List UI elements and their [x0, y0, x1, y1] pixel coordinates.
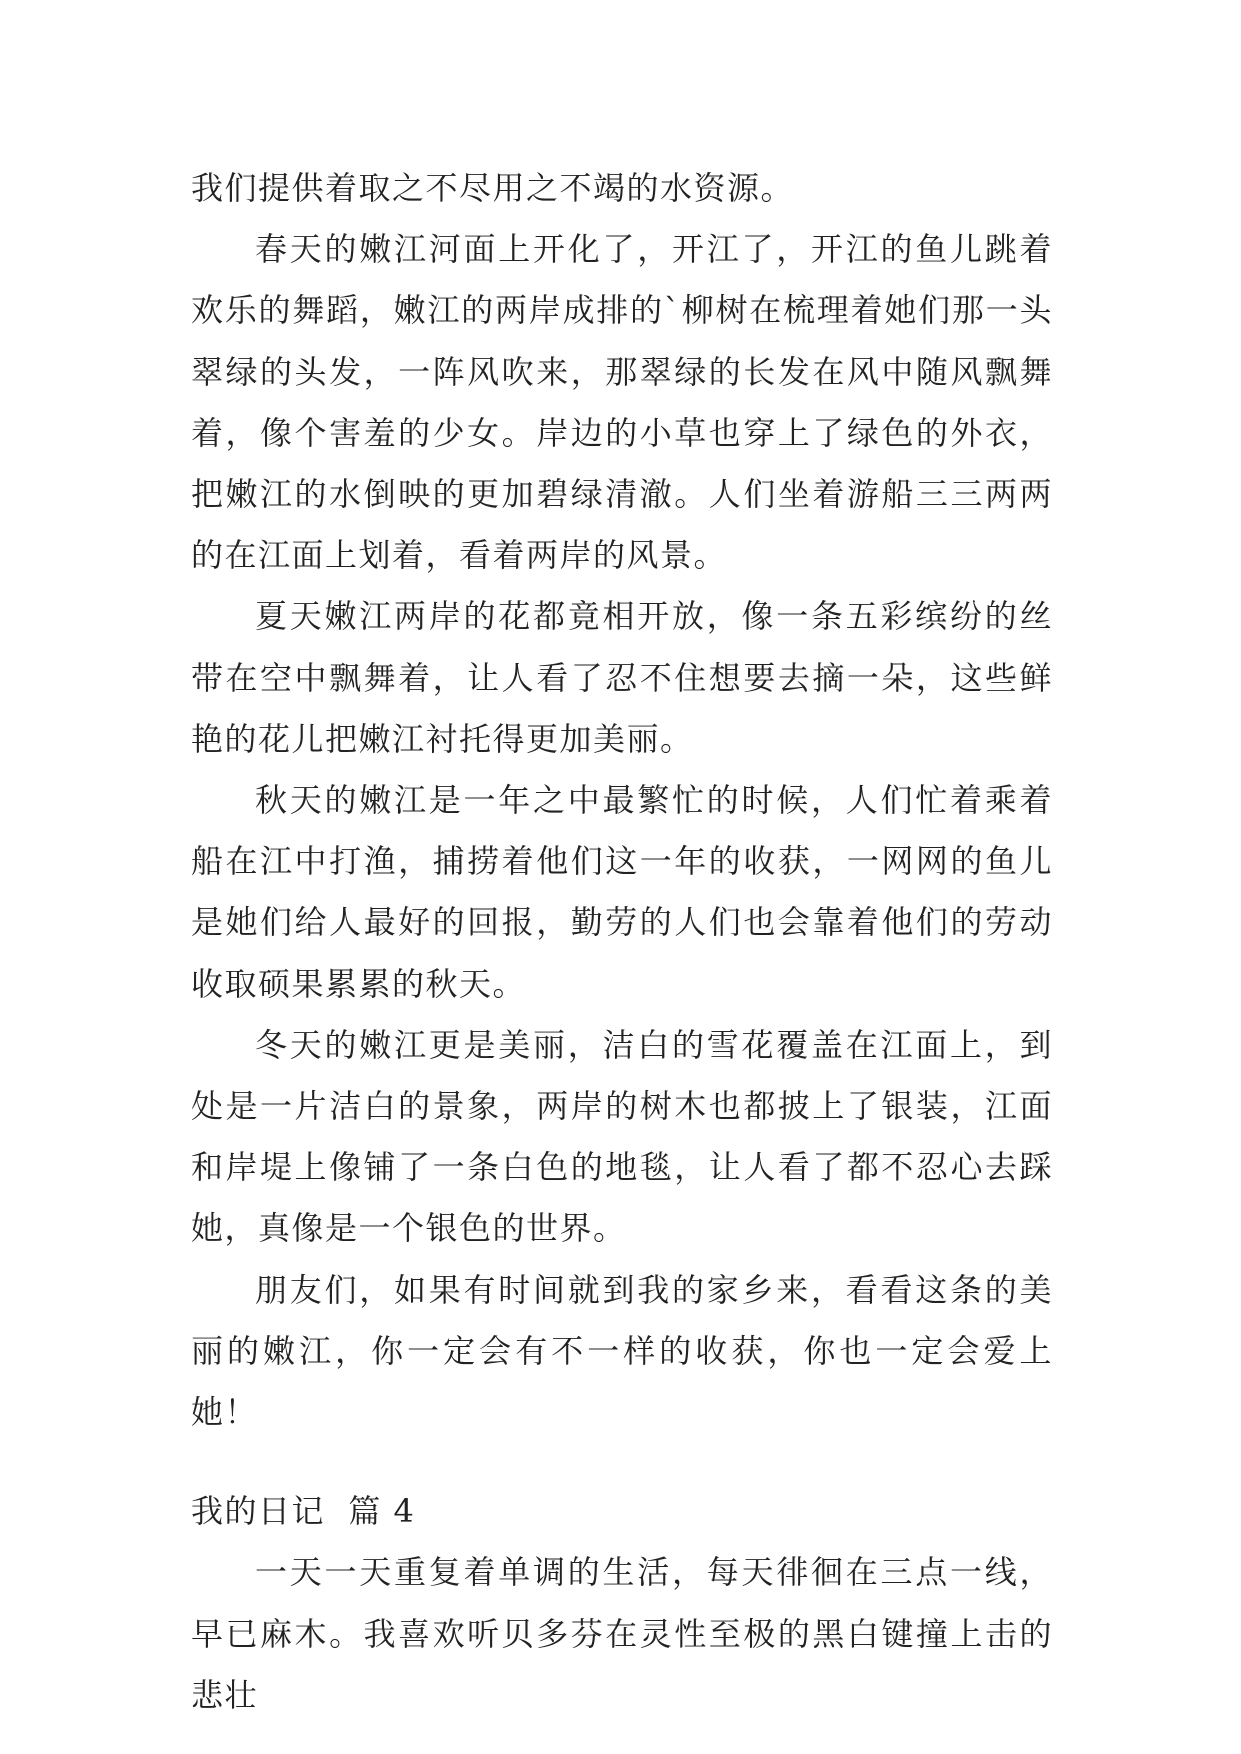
document-body: [191, 158, 1053, 1726]
section-heading: 我的日记 篇 4: [191, 1492, 416, 1531]
paragraph-autumn: 秋天的嫩江是一年之中最繁忙的时候，人们忙着乘着船在江中打渔，捕捞着他们这一年的收获，一网网的鱼儿是她们给人最好的回报，勤劳的人们也会靠着他们的劳动收取硕果累累的秋天。: [191, 781, 1053, 1003]
paragraph-summer: 夏天嫩江两岸的花都竟相开放，像一条五彩缤纷的丝带在空中飘舞着，让人看了忍不住想要去摘一朵，这些鲜艳的花儿把嫩江衬托得更加美丽。: [191, 597, 1053, 758]
paragraph-diary-start: 一天一天重复着单调的生活，每天徘徊在三点一线，早已麻木。我喜欢听贝多芬在灵性至极的黑白键撞上击的悲壮: [191, 1553, 1053, 1714]
paragraph-spring: 春天的嫩江河面上开化了，开江了，开江的鱼儿跳着欢乐的舞蹈，嫩江的两岸成排的`柳树在梳理着她们那一头翠绿的头发，一阵风吹来，那翠绿的长发在风中随风飘舞着，像个害羞的少女。岸边的小草也穿上了绿色的外衣，把嫩江的水倒映的更加碧绿清澈。人们坐着游船三三两两的在江面上划着，看着两岸的风景。: [191, 230, 1053, 575]
paragraph-continuation: 我们提供着取之不尽用之不竭的水资源。: [191, 169, 795, 207]
paragraph-winter: 冬天的嫩江更是美丽，洁白的雪花覆盖在江面上，到处是一片洁白的景象，两岸的树木也都披上了银装，江面和岸堤上像铺了一条白色的地毯，让人看了都不忍心去踩她，真像是一个银色的世界。: [191, 1025, 1053, 1248]
paragraph-closing: 朋友们，如果有时间就到我的家乡来，看看这条的美丽的嫩江，你一定会有不一样的收获，你也一定会爱上她！: [191, 1270, 1053, 1432]
